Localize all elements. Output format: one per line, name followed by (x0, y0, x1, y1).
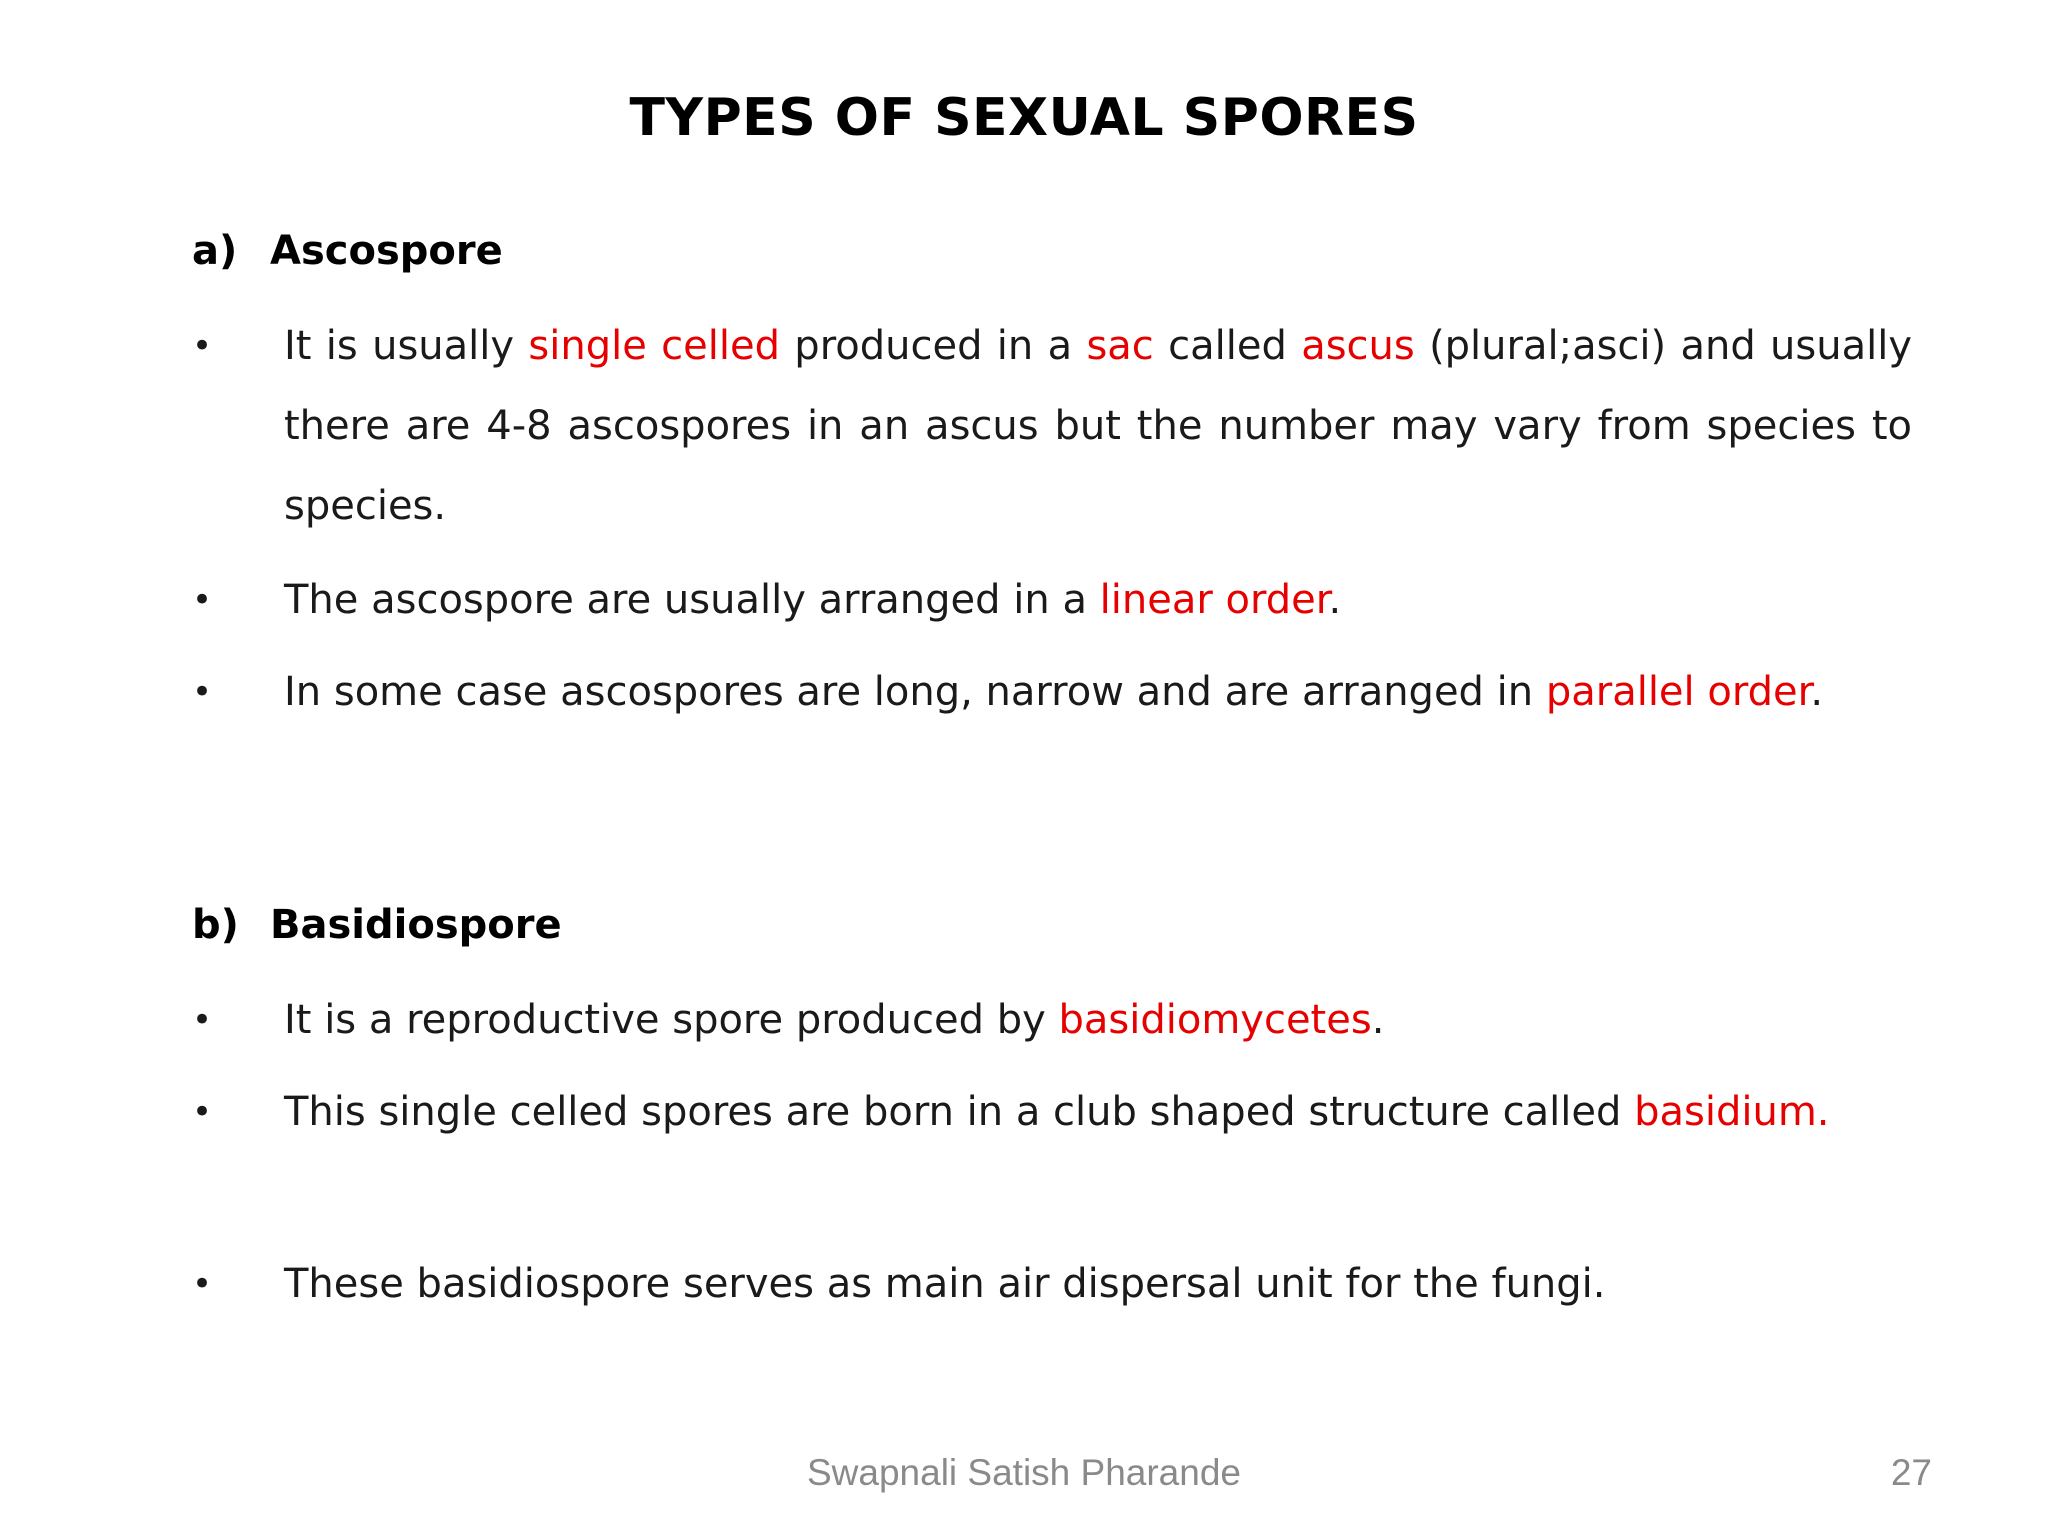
bullet-dot: • (192, 1092, 213, 1132)
highlighted-term: basidiomycetes (1058, 997, 1372, 1043)
section-heading-basidiospore (192, 902, 562, 948)
bullet-dot: • (192, 326, 213, 366)
text-run: It is usually (284, 323, 529, 369)
highlighted-term: ascus (1301, 323, 1415, 369)
text-run: produced in a (779, 323, 1087, 369)
footer-author: Swapnali Satish Pharande (806, 1452, 1241, 1493)
highlighted-term: basidium. (1634, 1089, 1830, 1135)
bullet-text (284, 306, 1912, 546)
bullet-dot: • (192, 672, 213, 712)
highlighted-term: linear order (1099, 577, 1329, 623)
page-number: 27 (1890, 1452, 1932, 1493)
bullet-dot: • (192, 1000, 213, 1040)
highlighted-term: single celled (528, 323, 780, 369)
section-marker: b) (192, 902, 239, 948)
text-run: In some case ascospores are long, narrow and are arranged in (284, 669, 1546, 715)
bullet-text (284, 1072, 1912, 1152)
bullet-text (284, 980, 1912, 1060)
highlighted-term: sac (1086, 323, 1154, 369)
text-run: . (1371, 997, 1385, 1043)
text-run: The ascospore are usually arranged in a (284, 577, 1100, 623)
text-run: This single celled spores are born in a club shaped structure called (284, 1089, 1635, 1135)
bullet-text (284, 560, 1912, 640)
section-marker: a) (192, 228, 238, 274)
text-run: called (1153, 323, 1302, 369)
text-run: (plural;asci) and usually there are 4-8 ascospores in an ascus but the number may vary from species to species. (284, 323, 1913, 529)
section-title: Ascospore (270, 228, 503, 274)
bullet-dot: • (192, 580, 213, 620)
bullet-dot: • (192, 1264, 213, 1304)
section-heading-ascospore (192, 228, 503, 274)
bullet-text (284, 1244, 1912, 1324)
text-run: . (1810, 669, 1824, 715)
text-run: It is a reproductive spore produced by (284, 997, 1059, 1043)
section-title: Basidiospore (270, 902, 562, 948)
highlighted-term: parallel order (1545, 669, 1811, 715)
text-run: These basidiospore serves as main air dispersal unit for the fungi. (284, 1261, 1606, 1307)
text-run: . (1328, 577, 1342, 623)
bullet-text (284, 652, 1912, 732)
slide-title: TYPES OF SEXUAL SPORES (629, 88, 1419, 148)
